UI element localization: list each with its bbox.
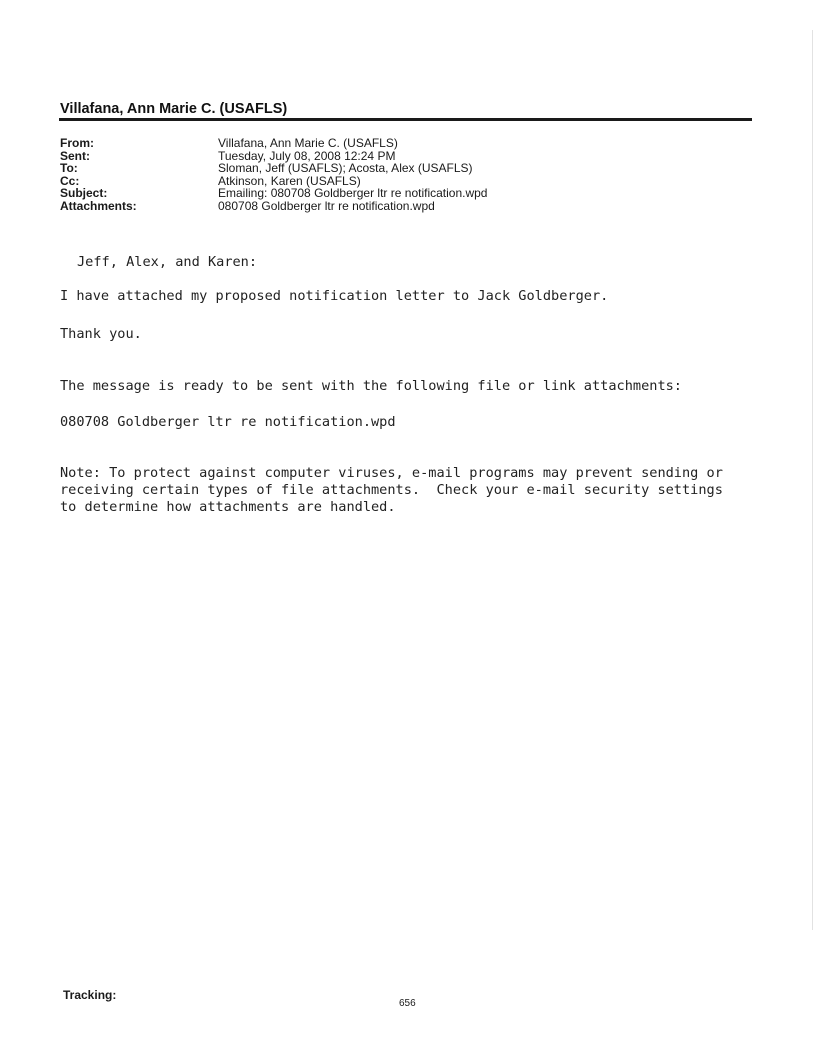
from-label: From: bbox=[60, 136, 94, 150]
sender-title: Villafana, Ann Marie C. (USAFLS) bbox=[60, 101, 288, 117]
sent-label: Sent: bbox=[60, 148, 90, 163]
body-ready-message: The message is ready to be sent with the following file or link attachments: bbox=[60, 378, 682, 394]
body-attachment-sentence: I have attached my proposed notification letter to Jack Goldberger. bbox=[60, 288, 609, 304]
body-security-note: Note: To protect against computer viruses, e-mail programs may prevent sending or receiving certain types of file attachments. Check your e-mail security settings to determine how attachments are handled. bbox=[60, 465, 723, 515]
body-attachment-filename: 080708 Goldberger ltr re notification.wpd bbox=[60, 414, 396, 430]
header-row-attachments bbox=[60, 200, 750, 213]
subject-value: Emailing: 080708 Goldberger ltr re notification.wpd bbox=[218, 186, 488, 201]
tracking-label: Tracking: bbox=[63, 988, 117, 1002]
attachments-label: Attachments: bbox=[60, 198, 137, 213]
page-number: 656 bbox=[399, 998, 416, 1009]
subject-label: Subject: bbox=[60, 186, 108, 201]
header-row-from bbox=[60, 137, 750, 150]
cc-value: Atkinson, Karen (USAFLS) bbox=[218, 173, 361, 188]
attachments-value: 080708 Goldberger ltr re notification.wpd bbox=[218, 198, 435, 213]
body-greeting: Jeff, Alex, and Karen: bbox=[77, 254, 258, 270]
body-thanks: Thank you. bbox=[60, 326, 142, 342]
email-header-table bbox=[60, 137, 750, 213]
header-row-to bbox=[60, 162, 750, 175]
page-edge-line bbox=[812, 30, 813, 930]
to-label: To: bbox=[60, 161, 78, 176]
from-value: Villafana, Ann Marie C. (USAFLS) bbox=[218, 136, 398, 150]
to-value: Sloman, Jeff (USAFLS); Acosta, Alex (USAFLS) bbox=[218, 161, 473, 176]
title-rule bbox=[59, 118, 752, 121]
cc-label: Cc: bbox=[60, 173, 80, 188]
sent-value: Tuesday, July 08, 2008 12:24 PM bbox=[218, 148, 396, 163]
